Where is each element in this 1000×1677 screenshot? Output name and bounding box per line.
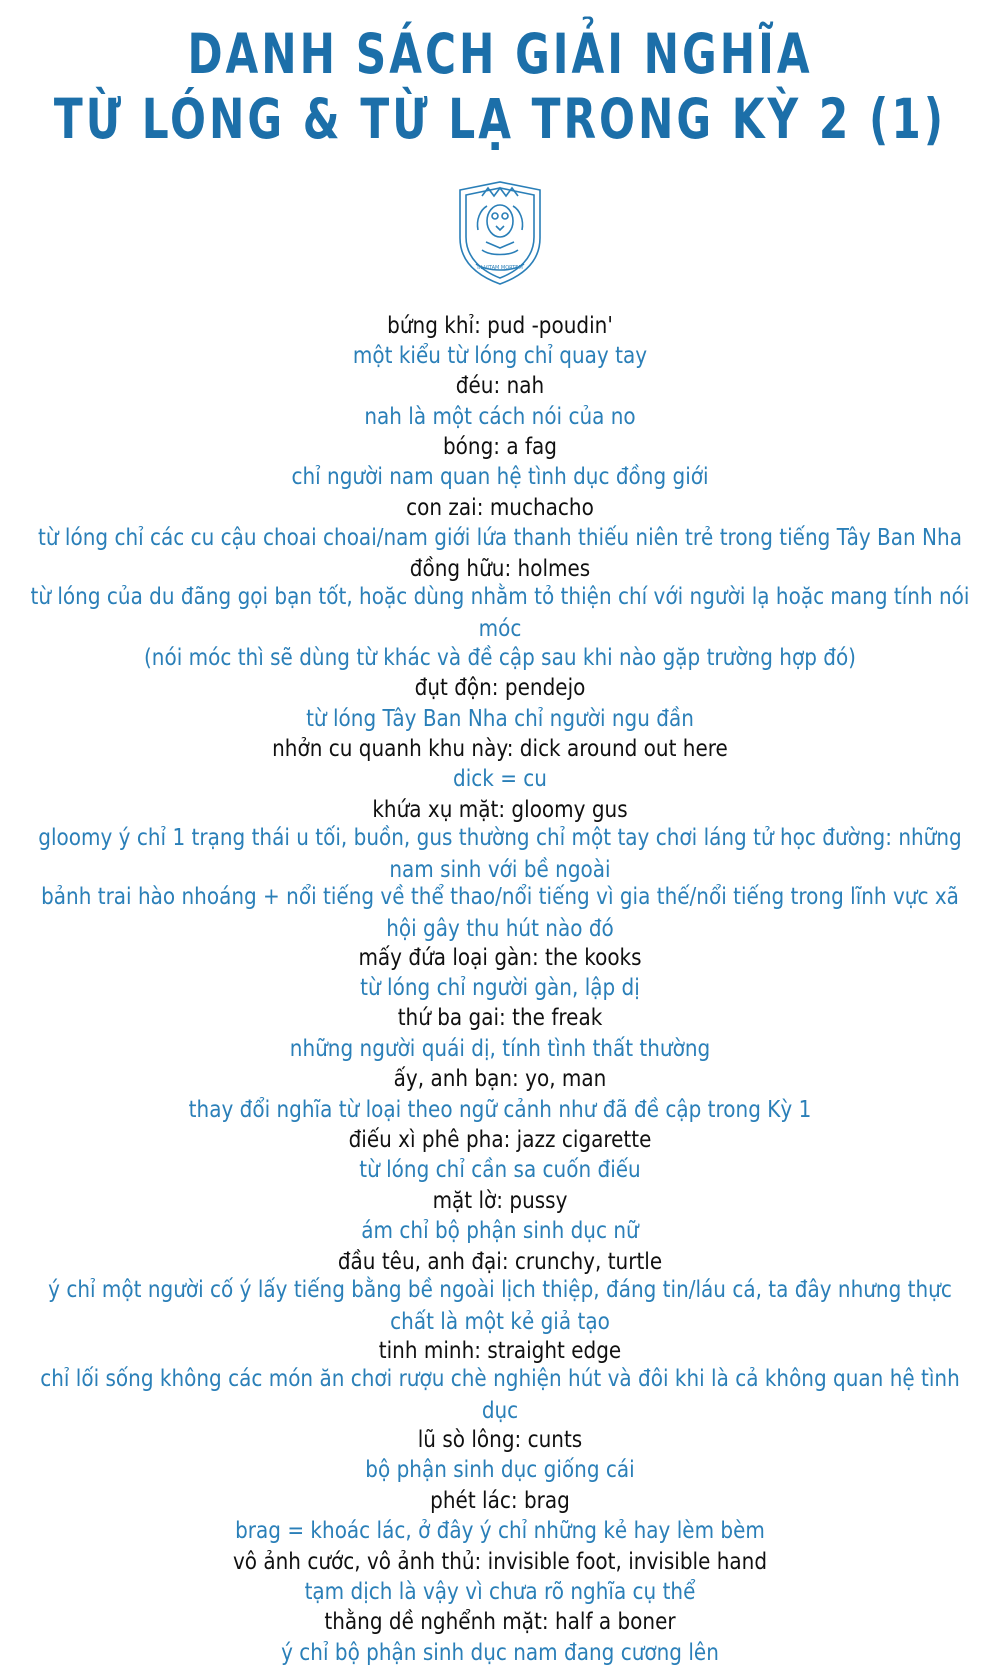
glossary-entry [24, 672, 976, 733]
entry-gloss: brag = khoác lác, ở đây ý chỉ những kẻ hay lèm bèm [235, 1516, 765, 1544]
glossary-entry [24, 1485, 976, 1546]
entry-gloss: chỉ lối sống không các món ăn chơi rượu chè nghiện hút và đôi khi là cả không quan hệ tình dục [40, 1364, 960, 1425]
glossary-entry [24, 1063, 976, 1124]
glossary-entry [24, 1335, 976, 1424]
title-line-2: TỪ LÓNG & TỪ LẠ TRONG KỲ 2 (1) [53, 87, 947, 153]
entry-term: đụt độn: pendejo [414, 673, 586, 701]
glossary-entry [24, 733, 976, 794]
crest-motto: IN VITAM MORTEM [477, 264, 523, 271]
glossary-entry [24, 370, 976, 431]
glossary-entry [24, 1246, 976, 1335]
entry-term: tinh minh: straight edge [378, 1336, 622, 1364]
entry-gloss: ý chỉ một người cố ý lấy tiếng bằng bề ngoài lịch thiệp, đáng tin/láu cá, ta đây nhưng thực chất là một kẻ giả tạo [48, 1275, 952, 1336]
glossary-entry [24, 1424, 976, 1485]
entry-gloss: dick = cu [453, 764, 547, 793]
entry-term: đéu: nah [455, 371, 545, 399]
glossary-entry [24, 1546, 976, 1607]
glossary-entry [24, 492, 976, 553]
entry-term: điếu xì phê pha: jazz cigarette [348, 1125, 652, 1153]
entry-gloss: một kiểu từ lóng chỉ quay tay [352, 341, 648, 369]
entry-gloss: từ lóng chỉ người gàn, lập dị [360, 973, 640, 1001]
glossary-entry [24, 553, 976, 673]
entry-gloss: nah là một cách nói của no [364, 401, 636, 430]
glossary-entry [24, 794, 976, 942]
entry-gloss: thay đổi nghĩa từ loại theo ngữ cảnh như đã đề cập trong Kỳ 1 [188, 1094, 812, 1123]
entry-gloss: gloomy ý chỉ 1 trạng thái u tối, buồn, gus thường chỉ một tay chơi láng tử học đường: những nam sinh với bề ngoài [38, 823, 962, 884]
entry-gloss-continued: bảnh trai hào nhoáng + nổi tiếng về thể thao/nổi tiếng vì gia thế/nổi tiếng trong lĩnh vực xã hội gây thu hút nào đó [41, 882, 959, 942]
glossary-entry [24, 942, 976, 1003]
entry-term: lũ sò lông: cunts [417, 1425, 583, 1453]
entry-gloss-continued: (nói móc thì sẽ dùng từ khác và đề cập sau khi nào gặp trường hợp đó) [144, 643, 856, 671]
page-title [24, 22, 976, 153]
glossary-entry [24, 1606, 976, 1667]
entry-gloss: ý chỉ bộ phận sinh dục nam đang cương lên [281, 1637, 719, 1666]
entry-term: bóng: a fag [442, 432, 557, 460]
entry-term: thứ ba gai: the freak [397, 1003, 603, 1032]
entry-gloss: ám chỉ bộ phận sinh dục nữ [361, 1216, 639, 1244]
glossary-list [24, 310, 976, 1668]
entry-term: phét lác: brag [430, 1486, 570, 1514]
glossary-entry [24, 1185, 976, 1246]
entry-term: nhởn cu quanh khu này: dick around out here [272, 734, 728, 762]
entry-term: con zai: muchacho [406, 493, 594, 521]
entry-gloss: từ lóng Tây Ban Nha chỉ người ngu đần [306, 703, 694, 732]
entry-term: mấy đứa loại gàn: the kooks [358, 942, 642, 971]
glossary-entry [24, 1124, 976, 1185]
entry-gloss: từ lóng chỉ các cu cậu choai choai/nam giới lứa thanh thiếu niên trẻ trong tiếng Tây Ban Nha [38, 523, 962, 551]
entry-term: bứng khỉ: pud -poudin' [387, 310, 613, 339]
entry-term: khứa xụ mặt: gloomy gus [372, 795, 628, 823]
glossary-entry [24, 431, 976, 492]
entry-gloss: bộ phận sinh dục giống cái [365, 1455, 635, 1483]
entry-gloss: từ lóng của du đãng gọi bạn tốt, hoặc dùng nhằm tỏ thiện chí với người lạ hoặc mang tính nói móc [30, 582, 970, 643]
entry-term: mặt lờ: pussy [432, 1186, 568, 1214]
entry-term: thằng dề nghểnh mặt: half a boner [324, 1607, 676, 1635]
title-line-1: DANH SÁCH GIẢI NGHĨA [187, 22, 813, 88]
glossary-entry [24, 310, 976, 371]
entry-gloss: chỉ người nam quan hệ tình dục đồng giới [291, 462, 709, 491]
glossary-entry [24, 1002, 976, 1063]
entry-gloss: tạm dịch là vậy vì chưa rõ nghĩa cụ thể [304, 1577, 696, 1605]
entry-term: vô ảnh cước, vô ảnh thủ: invisible foot, invisible hand [232, 1546, 768, 1575]
crest-container [24, 176, 976, 288]
entry-term: ấy, anh bạn: yo, man [393, 1064, 607, 1092]
entry-term: đầu têu, anh đại: crunchy, turtle [337, 1246, 663, 1275]
entry-term: đồng hữu: holmes [409, 553, 591, 582]
entry-gloss: những người quái dị, tính tình thất thường [289, 1034, 711, 1062]
school-crest-icon [452, 176, 548, 288]
entry-gloss: từ lóng chỉ cần sa cuốn điếu [359, 1155, 641, 1184]
